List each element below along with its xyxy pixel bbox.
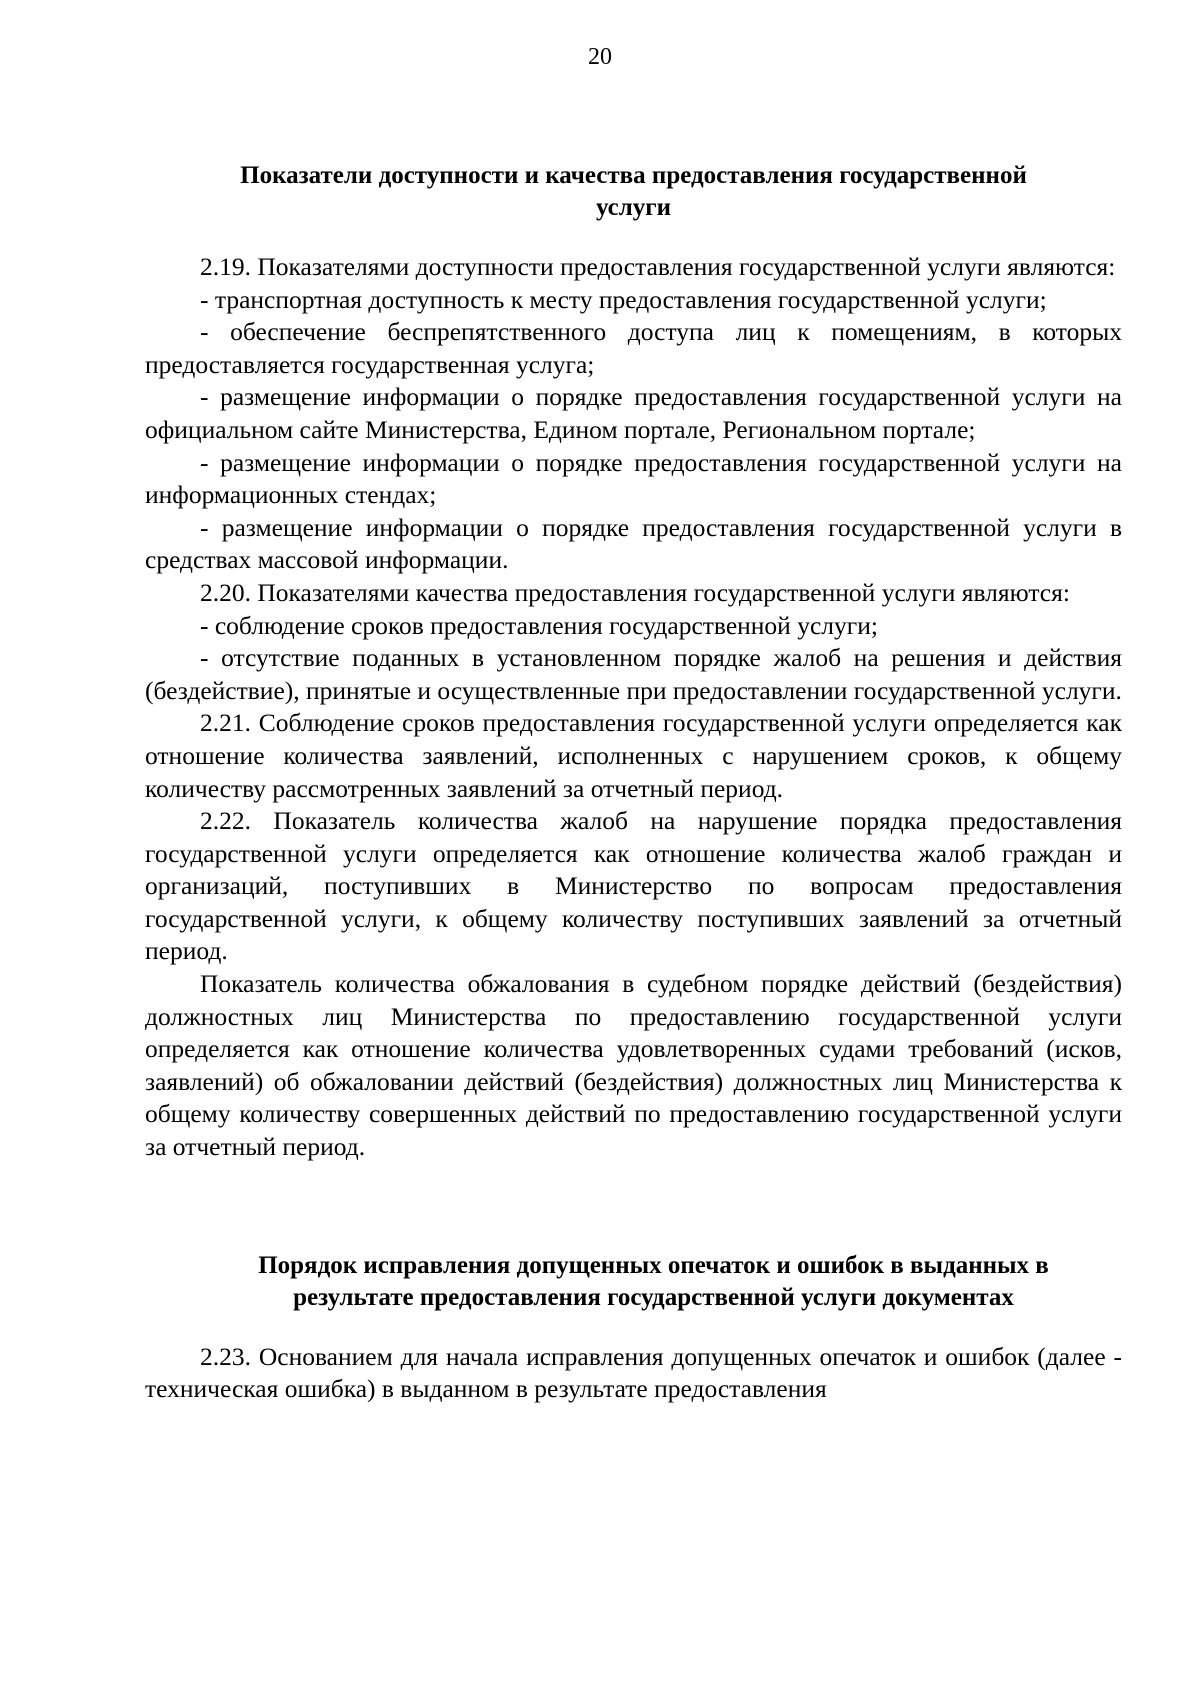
list-item-info-on-stands: - размещение информации о порядке предоставления государственной услуги на информационных стендах; [145,447,1122,510]
list-item-unobstructed-access: - обеспечение беспрепятственного доступа лиц к помещениям, в которых предоставляется государственная услуга; [145,317,1122,379]
document-body [145,160,1122,1406]
section-heading-error-correction: Порядок исправления допущенных опечаток и ошибок в выданных в результате предоставления государственной услуги документах [258,1251,1049,1311]
list-item-info-on-websites: - размещение информации о порядке предоставления государственной услуги на официальном сайте Министерства, Едином портале, Региональном портале; [145,382,1122,444]
paragraph-2-20: 2.20. Показателями качества предоставления государственной услуги являются: [200,577,1070,607]
list-item-no-complaints: - отсутствие поданных в установленном порядке жалоб на решения и действия (бездействие), принятые и осуществленные при предоставлении государственной услуги. [145,643,1122,705]
paragraph-2-23: 2.23. Основанием для начала исправления допущенных опечаток и ошибок (далее - техническая ошибка) в выданном в результате предоставления [145,1341,1122,1404]
paragraph-2-21: 2.21. Соблюдение сроков предоставления государственной услуги определяется как отношение количества заявлений, исполненных с нарушением сроков, к общему количеству рассмотренных заявлений за отчетный период. [145,708,1122,803]
section-accessibility-quality-text [145,251,1122,1164]
list-item-meeting-deadlines: - соблюдение сроков предоставления государственной услуги; [200,610,878,640]
section-error-correction-text [145,1341,1122,1406]
section-heading-accessibility-quality: Показатели доступности и качества предоставления государственной услуги [240,162,1027,221]
paragraph-2-22: 2.22. Показатель количества жалоб на нарушение порядка предоставления государственной услуги определяется как отношение количества жалоб граждан и организаций, поступивших в Министерство по вопросам предоставления государственной услуги, к общему количеству поступивших заявлений за отчетный период. [145,806,1122,966]
list-item-transport-accessibility: - транспортная доступность к месту предоставления государственной услуги; [200,284,1047,314]
page-number: 20 [588,44,612,70]
list-item-info-in-media: - размещение информации о порядке предоставления государственной услуги в средствах массовой информации. [145,512,1122,575]
paragraph-2-19: 2.19. Показателями доступности предоставления государственной услуги являются: [200,252,1116,281]
paragraph-court-appeals-indicator: Показатель количества обжалования в судебном порядке действий (бездействия) должностных лиц Министерства по предоставлению государственной услуги определяется как отношение количества удовлетворенных судами требований (исков, заявлений) об обжаловании действий (бездействия) должностных лиц Министерства к общему количеству совершенных действий по предоставлению государственной услуги за отчетный период. [145,969,1122,1162]
